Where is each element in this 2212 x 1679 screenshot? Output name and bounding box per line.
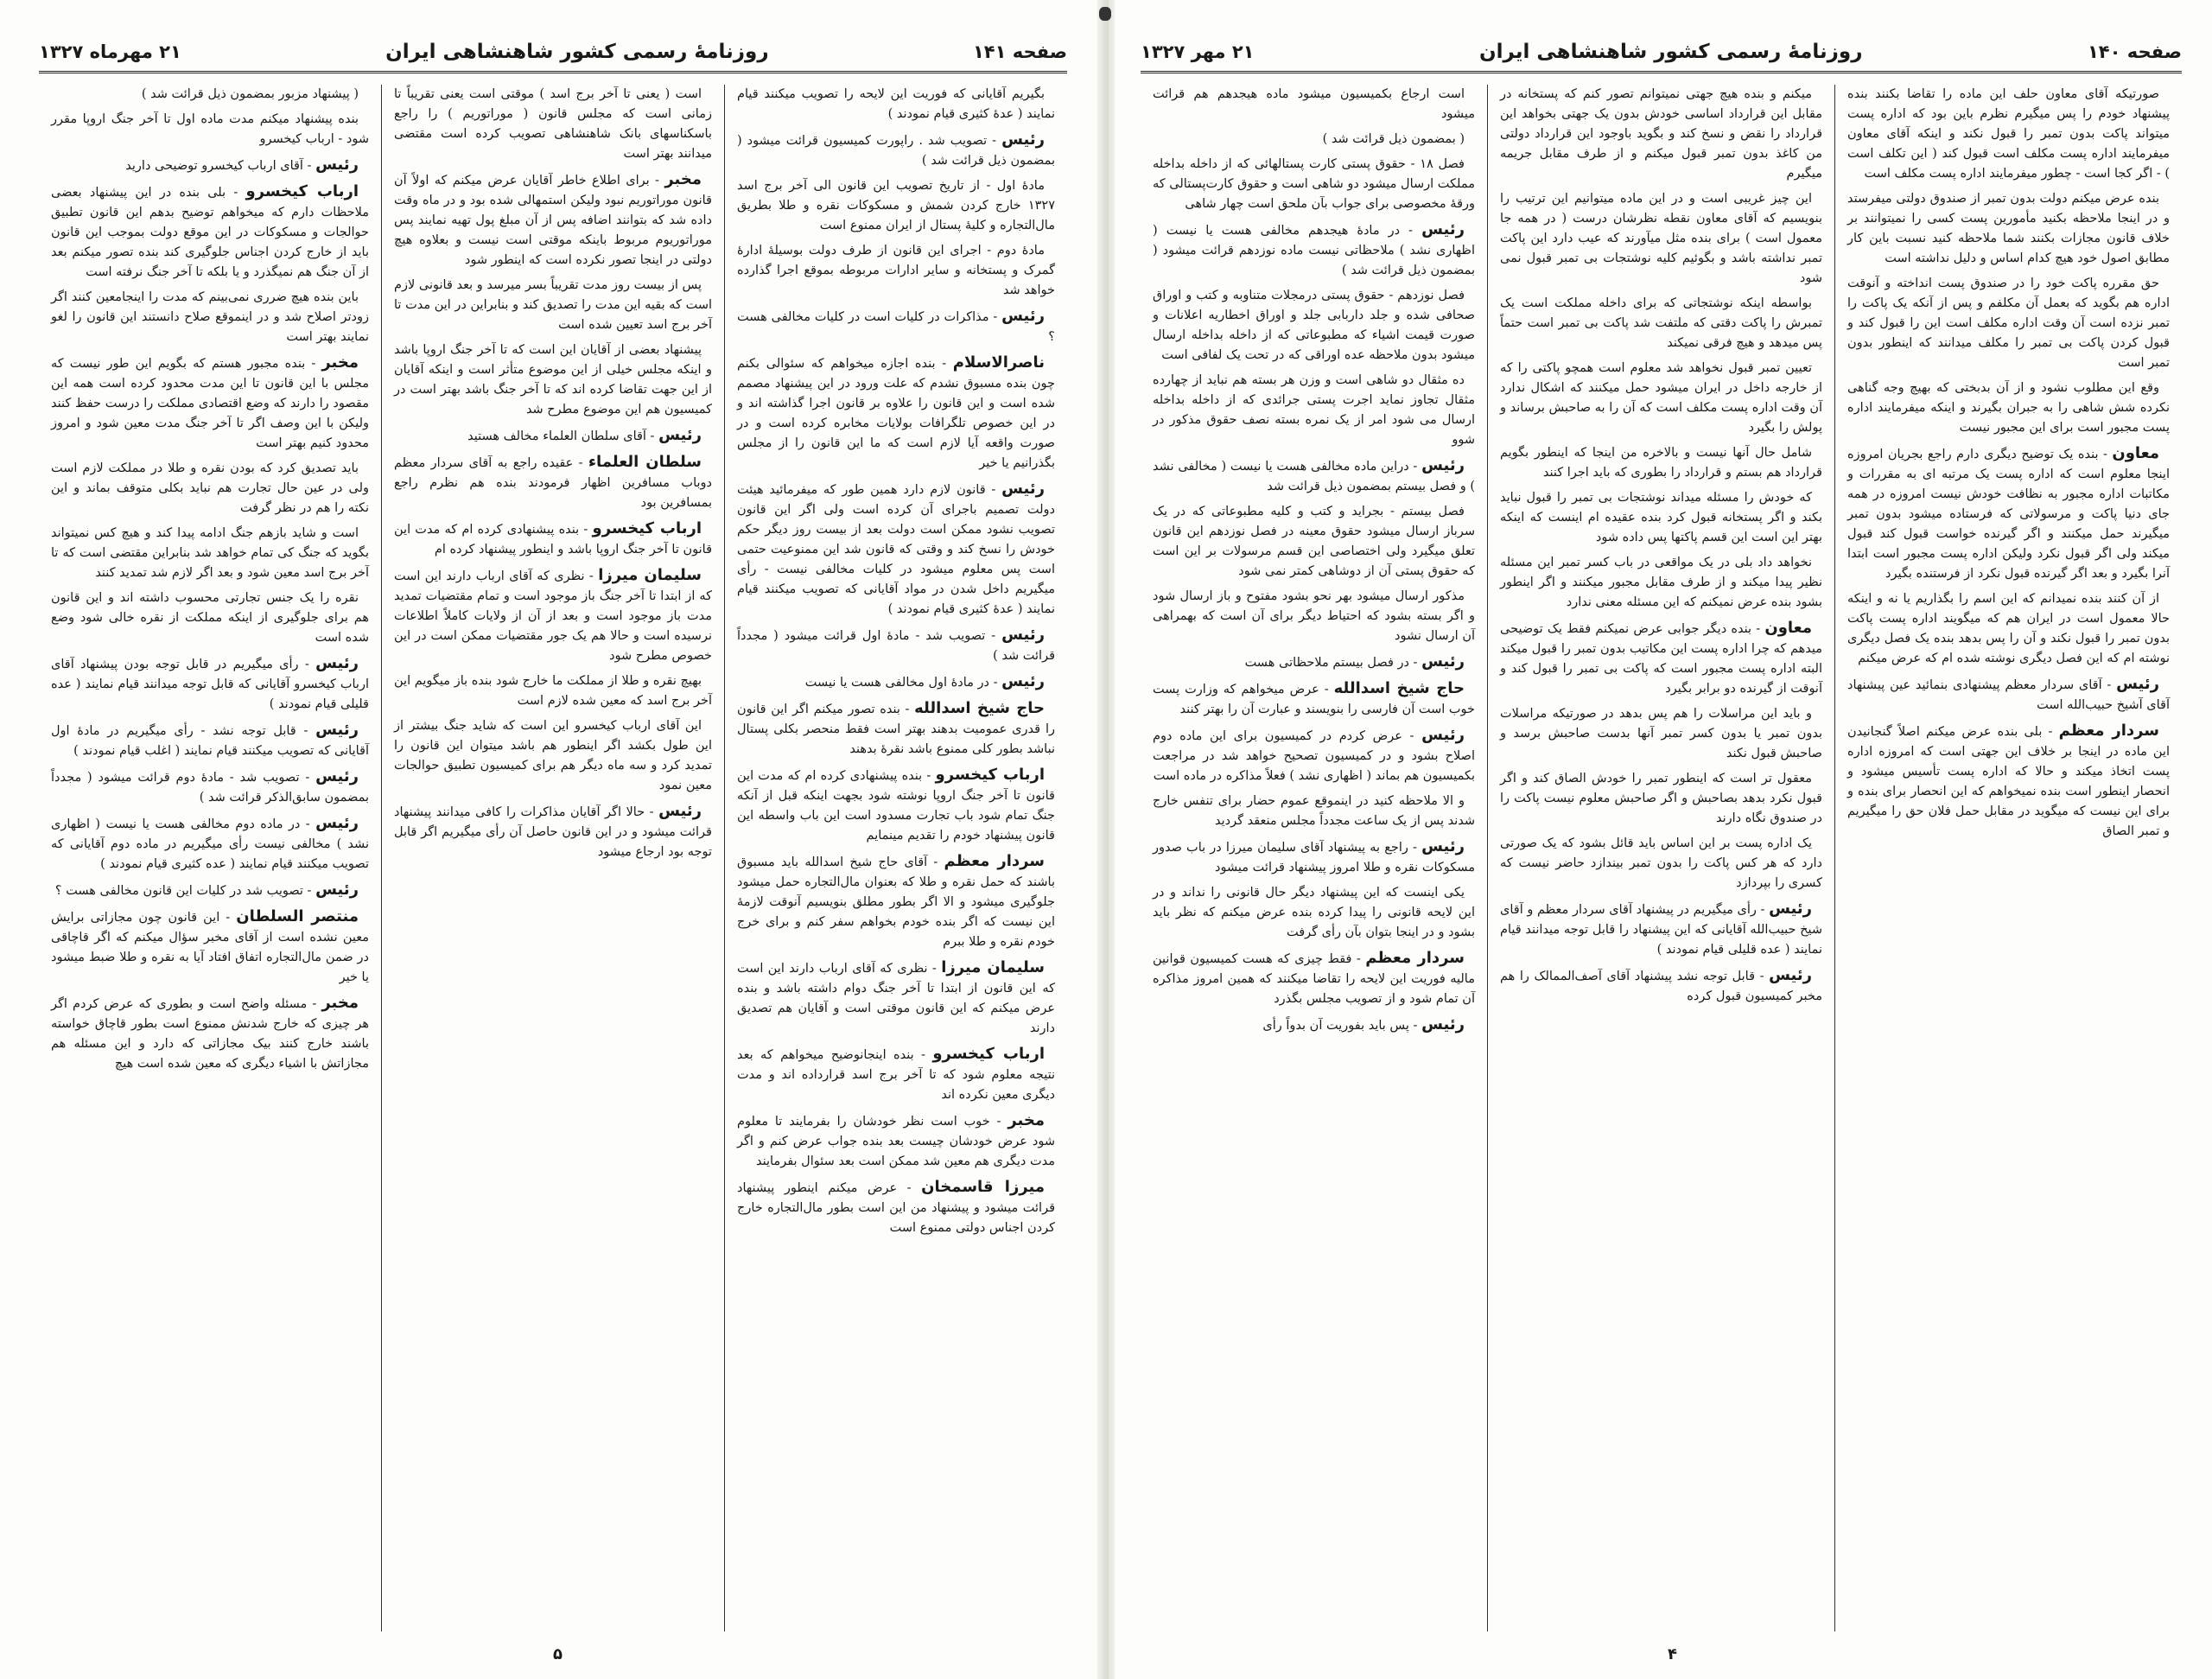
paragraph bbox=[51, 181, 369, 283]
column-2 bbox=[382, 85, 725, 1631]
paragraph bbox=[737, 698, 1055, 760]
paragraph bbox=[394, 716, 712, 796]
paragraph-text: بهیچ نقره و طلا از مملکت ما خارج شود بنده باز میگویم این آخر برج اسد که معین شده لازم است bbox=[394, 674, 712, 708]
paragraph bbox=[1153, 883, 1475, 943]
paragraph bbox=[1153, 371, 1475, 450]
speaker-name: سلیمان میرزا bbox=[598, 566, 702, 584]
paragraph-text: نخواهد داد بلی در یک مواقعی در باب کسر تمبر این مسئله نظیر پیدا میکند و از طرف مقابل مجبور میکنند و اگر اینطور بشود بنده عرض نمیکنم که این مسئله معنی ندارد bbox=[1500, 556, 1822, 609]
paragraph-text: - تصویب شد در کلیات این قانون مخالفی هست ؟ bbox=[54, 884, 312, 898]
paragraph bbox=[1153, 502, 1475, 582]
speaker-name: رئیس bbox=[315, 721, 359, 739]
paragraph bbox=[1500, 359, 1822, 438]
paragraph bbox=[1847, 674, 2170, 715]
paragraph bbox=[737, 957, 1055, 1039]
paragraph-text: بواسطه اینکه نوشتجاتی که برای داخله مملکت است یک تمبرش را پاکت دقتی که ملتفت شد پاکت بی تمبر است حتماً پس میدهد و هیچ فرقی نمیکند bbox=[1500, 296, 1822, 350]
paragraph-text: فصل ۱۸ - حقوق پستی کارت پستالهائی که از داخله بداخله مملکت ارسال میشود دو شاهی است و حقوق کارت‌پستالی که ورقهٔ مخصوصی برای جواب بآن ملحق است چهار شاهی bbox=[1153, 157, 1475, 211]
paragraph-text: - مسئله واضح است و بطوری که عرض کردم اگر هر چیزی که خارج شدنش ممنوع است بطور قاچاق خواسته باشند خارج کنند بیک مجازاتی که دارد و این مسئله هم مجازاتش با اشیاء دیگری که معین شده است هیچ bbox=[51, 997, 369, 1071]
paragraph-text: - بنده اجازه میخواهم که سئوالی بکنم چون بنده مسبوق نشدم که علت ورود در این پیشنهاد مصمم شده است و این قانون را علاوه بر قانون اجرا گذاشته اند و در این خصوص تلگرافات بولایات مخابره کرده است و در صورت واقعه آیا لازم است که ما این قانون را از مجلس بگذرانیم یا خیر bbox=[737, 357, 1055, 470]
speaker-name: رئیس bbox=[315, 881, 359, 899]
paragraph-text: باین بنده هیچ ضرری نمی‌بینم که مدت را اینجامعین کنند اگر زودتر اصلاح شد و در اینموقع صلاح دانستند این قانون را لغو نمایند بهتر است bbox=[51, 290, 369, 344]
paragraph bbox=[737, 1177, 1055, 1238]
paragraph-text: - در مادهٔ اول مخالفی هست یا نیست bbox=[804, 676, 998, 690]
paragraph bbox=[1847, 721, 2170, 842]
paragraph bbox=[1153, 792, 1475, 831]
speaker-name: رئیس bbox=[658, 426, 702, 444]
paragraph-text: - بلی بنده در این پیشنهاد بعضی ملاحظات دارم که میخواهم توضیح بدهم این قانون تطبیق حوالجات و مسکوکات در این موقع دولت بموجب این قانون باید از خارج کردن اجناس جلوگیری کند بنده تصور میکنم بعد از آن جنگ هم نمیگذرد و یا بلکه تا آخر جنگ نرفته است bbox=[51, 186, 369, 279]
speaker-name: ارباب کیخسرو bbox=[932, 1045, 1046, 1063]
speaker-name: رئیس bbox=[315, 767, 359, 785]
paragraph-text: وقع این مطلوب نشود و از آن بدبختی که بهیچ وجه گناهی نکرده شش شاهی را به جبران بگیرند و اینکه میفرمایند اداره پست مجبور است برای این مجبور نیست bbox=[1847, 381, 2170, 435]
paragraph-text: مذکور ارسال میشود بهر نحو بشود مفتوح و باز ارسال شود و اگر بسته بشود که احتیاط دیگر برای آن است که بهمراهی آن ارسال نشود bbox=[1153, 589, 1475, 643]
paragraph bbox=[1153, 587, 1475, 646]
paragraph bbox=[737, 353, 1055, 474]
speaker-name: رئیس bbox=[315, 654, 359, 672]
paragraph bbox=[1153, 836, 1475, 878]
paragraph-text: - حالا اگر آقایان مذاکرات را کافی میدانند پیشنهاد قرائت میشود و در این قانون حاصل آن رأی میگیریم اگر قابل توجه بود ارجاع میشود bbox=[394, 805, 712, 859]
paragraph-text: صورتیکه آقای معاون حلف این ماده را تقاضا بکنند بنده پیشنهاد خودم را پس میگیرم نظرم باین بود که اداره پست میتواند پاکت بدون تمبر را قبول نکند و اینکه آقای معاون میفرمایند اداره پست مکلف است قبول کند ( این تکلف است ) - اگر کجا است - چطور میفرمایند اداره پست مکلف است bbox=[1847, 87, 2170, 181]
paragraph-text: فصل نوزدهم - حقوق پستی درمجلات متناوبه و کتب و اوراق صحافی شده و جلد داربابی جلد و اوراق اخطاریه اعلانات و صورت قیمت اشیاء که مطبوعاتی که از داخله بداخله ارسال میشود بدون ملاحظه عده اوراقی که در تحت یک لفافی است bbox=[1153, 289, 1475, 362]
paragraph bbox=[737, 1044, 1055, 1105]
paragraph-text: - آقای سلطان العلماء مخالف هستید bbox=[467, 429, 655, 443]
speaker-name: رئیس bbox=[1001, 130, 1045, 149]
speaker-name: ارباب کیخسرو bbox=[245, 182, 359, 200]
paragraph bbox=[1153, 455, 1475, 497]
paragraph bbox=[737, 176, 1055, 236]
paragraph-text: ده مثقال دو شاهی است و وزن هر بسته هم نباید از چهارده مثقال تجاوز نماید اجرت پستی جرائدی که از داخله بداخله ارسال می شود امر از یک نمره بسته نصف حقوق مذکور در شوو bbox=[1153, 373, 1475, 447]
paragraph-text: - قابل توجه نشد - رأی میگیریم در مادهٔ اول آقایانی که تصویب میکنند قیام نمایند ( اغلب قیام نمودند ) bbox=[51, 724, 369, 758]
paragraph-text: - بلی بنده عرض میکنم اصلاً گنجانیدن این ماده در اینجا بر خلاف این جهتی است که امروزه اداره پست اتخاذ میکند و حالا که اداره پست تأسیس میشود و انحصار اینطور است بنده نمیخواهم که این انحصار برای بنده و برای این نیست که میگوید در مقابل حمل فلان حق را میگیریم و تمبر الصاق bbox=[1847, 725, 2170, 838]
paragraph-text: - آقای ارباب کیخسرو توضیحی دارید bbox=[125, 159, 312, 173]
paragraph-text: یک اداره پست بر این اساس باید قائل بشود که یک صورتی دارد که هر کس پاکت را بدون تمبر بیندازد حاضر نیست که کسری را بپردازد bbox=[1500, 836, 1822, 890]
paragraph bbox=[394, 452, 712, 513]
paragraph bbox=[394, 518, 712, 560]
paragraph-text: مادهٔ اول - از تاریخ تصویب این قانون الی آخر برج اسد ۱۳۲۷ خارج کردن شمش و مسکوکات نقره و طلا بطریق مال‌التجاره و کلیهٔ پستال از ایران ممنوع است bbox=[737, 179, 1055, 232]
paragraph bbox=[51, 813, 369, 874]
paragraph bbox=[51, 459, 369, 518]
newspaper-title: روزنامهٔ رسمی کشور شاهنشاهی ایران bbox=[1479, 41, 1863, 63]
paragraph-text: - نظری که آقای ارباب دارند این است که از ابتدا تا آخر جنگ باز موجود است و تمام مقتضیات تمدید مدت باز موجود است و بعد از آن از ولایات کاملاً اطلاعات نرسیده است و حالا هم یک جور مقتضیات ممکن است در این خصوص مطرح شود bbox=[394, 569, 712, 663]
paragraph bbox=[1847, 189, 2170, 269]
speaker-name: معاون bbox=[1764, 619, 1812, 637]
paragraph-text: - در فصل بیستم ملاحظاتی هست bbox=[1244, 656, 1418, 670]
paragraph-text: یکی اینست که این پیشنهاد دیگر حال قانونی را نداند و در این لایحه قانونی را پیدا کرده بنده عرض میکنم که نظر باید بشود و در اینجا بتوان بآن رأی گرفت bbox=[1153, 886, 1475, 939]
paragraph bbox=[51, 588, 369, 648]
issue-date: ۲۱ مهرماه ۱۳۲۷ bbox=[39, 41, 181, 62]
page-number-label: صفحه ۱۴۱ bbox=[972, 41, 1067, 62]
paragraph-text: پیشنهاد بعضی از آقایان این است که تا آخر جنگ اروپا باشد و اینکه مجلس خیلی از این موضوع متأثر است و اینکه آقایان از این جهت تقاضا کرده اند که تا آخر جنگ باشد بهتر است در کمیسیون هم این موضوع مطرح شد bbox=[394, 343, 712, 417]
paragraph-text: است ارجاع بکمیسیون میشود ماده هیجدهم هم قرائت میشود bbox=[1153, 87, 1475, 121]
paragraph bbox=[737, 1110, 1055, 1172]
paragraph bbox=[51, 353, 369, 454]
paragraph-text: - نظری که آقای ارباب دارند این است که این قانون از ابتدا تا آخر جنگ دوام داشته باشد و بنده عرض میکنم که این قانون موقتی است و آقایان هم تصدیق دارند bbox=[737, 962, 1055, 1035]
paragraph-text: - فقط چیزی که هست کمیسیون قوانین مالیه فوریت این لایحه را تقاضا میکنند که همین امروز مذاکره آن تمام شود و از تصویب مجلس بگذرد bbox=[1153, 952, 1475, 1006]
speaker-name: مخبر bbox=[321, 353, 359, 372]
paragraph bbox=[394, 565, 712, 666]
paragraph bbox=[51, 524, 369, 583]
paragraph bbox=[1500, 899, 1822, 960]
paragraph bbox=[737, 671, 1055, 693]
speaker-name: معاون bbox=[2112, 444, 2159, 462]
paragraph-text: - در ماده دوم مخالفی هست یا نیست ( اظهاری نشد ) مخالفی نیست رأی میگیریم در ماده دوم آقایانی که تصویب میکنند قیام نمایند ( عده کثیری قیام نمودند ) bbox=[51, 817, 369, 871]
speaker-name: رئیس bbox=[1421, 1015, 1465, 1033]
paragraph-text: - تصویب شد - مادهٔ دوم قرائت میشود ( مجدداً بمضمون سابق‌الذکر قرائت شد ) bbox=[51, 771, 369, 805]
paragraph bbox=[1500, 965, 1822, 1007]
paragraph bbox=[737, 130, 1055, 171]
speaker-name: ارباب کیخسرو bbox=[935, 766, 1045, 784]
paragraph bbox=[1500, 553, 1822, 613]
paragraph-text: مادهٔ دوم - اجرای این قانون از طرف دولت بوسیلهٔ ادارهٔ گمرک و پستخانه و سایر ادارات مربوطه بموقع اجرا گذارده خواهد شد bbox=[737, 244, 1055, 297]
paragraph bbox=[394, 340, 712, 420]
speaker-name: رئیس bbox=[658, 802, 702, 820]
paragraph bbox=[737, 625, 1055, 666]
paragraph-text: - عقیده راجع به آقای سردار معظم دوباب مسافرین اظهار فرمودند بنده هم نظرم راجع بمسافرین بود bbox=[394, 456, 712, 510]
speaker-name: سردار معظم bbox=[2058, 722, 2160, 740]
paragraph-text: این چیز غریبی است و در این ماده میتوانیم این ترتیب را بنویسیم که آقای معاون نقطه نظرشان درست ( در همه جا معمول است ) برای بنده مثل میآورند که عیب دارد این پاکت تمبر نداشته باشد و بگوئیم کلیه نوشتجات بی تمبر قبول نمی شود bbox=[1500, 192, 1822, 285]
speaker-name: رئیس bbox=[1001, 626, 1045, 644]
paragraph bbox=[1847, 85, 2170, 184]
paragraph bbox=[1500, 834, 1822, 894]
paragraph bbox=[1500, 443, 1822, 483]
paragraph bbox=[51, 155, 369, 176]
page-header bbox=[1141, 33, 2182, 73]
speaker-name: رئیس bbox=[315, 156, 359, 174]
paragraph-text: - آقای سردار معظم پیشنهادی بنمائید عین پیشنهاد آقای آشیخ حبیب‌الله است bbox=[1847, 678, 2170, 712]
speaker-name: سردار معظم bbox=[1365, 949, 1465, 967]
paragraph-text: ( بمضمون ذیل قرائت شد ) bbox=[1322, 132, 1465, 146]
paragraph-text: بنده پیشنهاد میکنم مدت ماده اول تا آخر جنگ اروپا مقرر شود - ارباب کیخسرو bbox=[51, 112, 369, 146]
paragraph bbox=[394, 169, 712, 270]
left-page bbox=[0, 0, 1102, 1679]
paragraph-text: - بنده یک توضیح دیگری دارم راجع بجریان امروزه اینجا معلوم است که اداره پست یک مرتبه ای به مقررات و مکاتبات اداره مجبور به نظافت خودش نیست امروزه در همه جای دنیا پاکت و مرسولاتی که فرستاده میشود بدون تمبر میگیرند حمل میکنند و اگر گیرنده خواست قبول کند قبول میکند ولی اگر قبول نکرد ولیکن اداره پست مجبور است ابتدا آنرا بگیرد و بعد اگر گیرنده قبول نکرد از فرستنده بگیرد bbox=[1847, 448, 2170, 581]
paragraph-text: نقره را یک جنس تجارتی محسوب داشته اند و این قانون هم برای جلوگیری از اینکه مملکت از نقره خالی شود وضع شده است bbox=[51, 591, 369, 645]
paragraph-text: و الا ملاحظه کنید در اینموقع عموم حضار برای تنفس خارج شدند پس از یک ساعت مجدداً مجلس منعقد گردید bbox=[1153, 794, 1475, 828]
speaker-name: حاج شیخ اسدالله bbox=[1333, 679, 1465, 697]
paragraph-text: حق مقرره پاکت خود را در صندوق پست انداخته و آنوقت اداره هم بگوید که بعمل آن مکلفم و پس از آنکه یک پاکت را تمبر نزده است آن وقت اداره مکلف است این را قبول کند و قبول کردن پاکت بی تمبر را مکلف میدانند که اینطور بدون تمبر است bbox=[1847, 277, 2170, 370]
paragraph-text: - رأی میگیریم در قابل توجه بودن پیشنهاد آقای ارباب کیخسرو آقایانی که قابل توجه میدانند قیام نمایند ( عده قلیلی قیام نمودند ) bbox=[51, 658, 369, 711]
paragraph-text: از آن کنند بنده نمیدانم که این اسم را بگذاریم یا نه و اینکه حالا معمول است در ایران هم که میگویند اداره پست پاکت بدون تمبر را قبول نکند و آن را پس بدهد بنده یک فصل دیگری نوشته ام که این فصل دیگری نوشته شده ام که عرض میکنم bbox=[1847, 592, 2170, 665]
paragraph bbox=[1153, 1014, 1475, 1036]
paragraph-text: - دراین ماده مخالفی هست یا نیست ( مخالفی نشد ) و فصل بیستم بمضمون ذیل قرائت شد bbox=[1153, 460, 1475, 493]
speaker-name: سلیمان میرزا bbox=[941, 958, 1046, 976]
column-2 bbox=[1488, 85, 1835, 1631]
speaker-name: رئیس bbox=[1001, 307, 1046, 325]
paragraph bbox=[51, 766, 369, 808]
speaker-name: رئیس bbox=[2116, 675, 2160, 693]
page-footer-number: ۵ bbox=[553, 1645, 563, 1663]
paragraph-text: - قانون لازم دارد همین طور که میفرمائید هیئت دولت تصمیم باجرای آن کرده است ولی اگر این قانون تصویب نشود ممکن است دولت بعد از بیست روز دیگر حکم خودش را نسخ کند و وقتی که قانون شد این ممنوعیت حتمی است پس معلوم میشود در کلیات مخالفی نیست - رأی میگیریم داخل شدن در مواد آقایانی که تصویب میکنند قیام نمایند ( عدهٔ کثیری قیام نمودند ) bbox=[737, 483, 1055, 616]
paragraph-text: - عرض کردم در کمیسیون برای این ماده دوم اصلاح بشود و در کمیسیون تصحیح خواهد شد در مراجعت بکمیسیون هم بماند ( اظهاری نشد ) فعلاً مذاکره در ماده است bbox=[1153, 729, 1475, 783]
paragraph bbox=[1500, 85, 1822, 184]
paragraph-text: - بنده تصور میکنم اگر این قانون را قدری عمومیت بدهند بهتر است فقط منحصر بکلی پستال نباشد بطور کلی ممنوع باشد نقرهٔ بدهند bbox=[737, 703, 1055, 756]
paragraph bbox=[1847, 378, 2170, 438]
ink-speck bbox=[1099, 7, 1111, 21]
text-columns bbox=[39, 85, 1067, 1631]
paragraph bbox=[51, 653, 369, 715]
speaker-name: حاج شیخ اسدالله bbox=[914, 699, 1045, 717]
paragraph bbox=[1153, 85, 1475, 124]
paragraph bbox=[51, 85, 369, 105]
paragraph-text: - راجع به پیشنهاد آقای سلیمان میرزا در باب صدور مسکوکات نقره و طلا امروز پیشنهاد قرائت میشود bbox=[1153, 841, 1475, 874]
speaker-name: رئیس bbox=[1421, 220, 1465, 238]
paragraph bbox=[394, 276, 712, 335]
paragraph bbox=[1500, 618, 1822, 699]
paragraph bbox=[1153, 155, 1475, 214]
paragraph-text: - پس باید بفوریت آن بدواً رأی bbox=[1262, 1019, 1418, 1033]
paragraph-text: - این قانون چون مجازاتی برایش معین نشده است از آقای مخبر سؤال میکنم که اگر قاچاقی در ضمن مال‌التجاره اتفاق افتاد آیا به نقره و طلا ضبط میشود یا خیر bbox=[51, 911, 369, 984]
speaker-name: رئیس bbox=[315, 814, 359, 832]
paragraph-text: - تصویب شد . راپورت کمیسیون قرائت میشود ( بمضمون ذیل قرائت شد ) bbox=[737, 134, 1055, 168]
paragraph bbox=[1847, 274, 2170, 373]
paragraph-text: و باید این مراسلات را هم پس بدهد در صورتیکه مراسلات بدون تمبر یا بدون کسر تمبر آنها بدست صاحبش برسد و صاحبش قبول نکند bbox=[1500, 707, 1822, 760]
page-header bbox=[39, 33, 1067, 73]
speaker-name: رئیس bbox=[1421, 652, 1465, 671]
paragraph bbox=[737, 241, 1055, 301]
issue-date: ۲۱ مهر ۱۳۲۷ bbox=[1141, 41, 1255, 62]
column-3 bbox=[39, 85, 382, 1631]
paragraph-text: - عرض میخواهم که وزارت پست خوب است آن فارسی را بنویسند و عبارت آن را بهتر کنند bbox=[1153, 683, 1475, 716]
paragraph bbox=[737, 85, 1055, 124]
paragraph-text: باید تصدیق کرد که بودن نقره و طلا در مملکت لازم است ولی در عین حال تجارت هم نباید بکلی متوقف بماند و این نکته را هم در نظر گرفت bbox=[51, 461, 369, 515]
paragraph bbox=[394, 671, 712, 711]
paragraph bbox=[51, 110, 369, 149]
paragraph-text: پس از بیست روز مدت تقریباً بسر میرسد و بعد قانونی لازم است که بقیه این مدت را تصدیق کند و بنابراین در این مدت تا آخر برج اسد تعیین شده است bbox=[394, 278, 712, 332]
paragraph bbox=[737, 851, 1055, 952]
paragraph-text: میکنم و بنده هیچ جهتی نمیتوانم تصور کنم که پستخانه در مقابل این قرارداد اساسی خودش بدون یک جهتی بخواهد این قرارداد را نقض و نسخ کند و بگوید باوجود این قرارداد دولتی من کاغذ بدون تمبر قبول میکنم و از طرف مقابل جریمه میگیرم bbox=[1500, 87, 1822, 181]
paragraph-text: - بنده پیشنهادی کرده ام که مدت این قانون تا آخر جنگ اروپا نوشته شود بجهت اینکه قبل از آنکه جنگ تمام شود باب تجارت مسدود است این باب واسطه این قانون پیشنهاد خودم را تقدیم مینمایم bbox=[737, 769, 1055, 843]
paragraph-text: - بنده اینجانوضیح میخواهم که بعد نتیجه معلوم شود که تا آخر برج اسد قرارداده اند و مدت دیگری معین نکرده اند bbox=[737, 1048, 1055, 1102]
speaker-name: رئیس bbox=[1769, 900, 1813, 918]
speaker-name: مخبر bbox=[321, 994, 359, 1012]
paragraph bbox=[1153, 286, 1475, 366]
speaker-name: رئیس bbox=[1421, 837, 1465, 855]
page-number-label: صفحه ۱۴۰ bbox=[2087, 41, 2182, 62]
paragraph-text: - تصویب شد - مادهٔ اول قرائت میشود ( مجدداً قرائت شد ) bbox=[737, 629, 1055, 663]
paragraph bbox=[737, 765, 1055, 846]
paragraph bbox=[1500, 704, 1822, 764]
paragraph bbox=[51, 906, 369, 988]
page-footer-number: ۴ bbox=[1668, 1645, 1677, 1663]
paragraph-text: - مذاکرات در کلیات است در کلیات مخالفی هست ؟ bbox=[737, 310, 1055, 344]
paragraph bbox=[394, 85, 712, 164]
paragraph bbox=[1500, 769, 1822, 829]
paragraph bbox=[51, 880, 369, 901]
paragraph bbox=[1153, 725, 1475, 786]
speaker-name: سلطان العلماء bbox=[588, 453, 702, 471]
newspaper-title: روزنامهٔ رسمی کشور شاهنشاهی ایران bbox=[385, 41, 769, 63]
paragraph bbox=[1153, 130, 1475, 149]
speaker-name: رئیس bbox=[1769, 966, 1813, 984]
paragraph-text: که خودش را مسئله میداند نوشتجات بی تمبر را قبول نباید بکند و اگر پستخانه قبول کرد بنده عقیده ام اینست که اینکه بهتر این است این قسم پاکتها پس داده شود bbox=[1500, 491, 1822, 544]
paragraph bbox=[1153, 219, 1475, 281]
column-3 bbox=[1141, 85, 1488, 1631]
paragraph-text: - بنده پیشنهادی کرده ام که مدت این قانون تا آخر جنگ اروپا باشد و اینطور پیشنهاد کرده ام bbox=[394, 523, 712, 556]
paragraph-text: - آقای حاج شیخ اسدالله باید مسبوق باشند که حمل نقره و طلا که بعنوان مال‌التجاره حمل میشود جلوگیری میشود و الا اگر بطور مطلق بنویسیم آنوقت لازمهٔ این نیست که اگر بنده خودم بخواهم سفر کنم و برای خرج خودم نقره و طلا ببرم bbox=[737, 855, 1055, 949]
paragraph-text: - در مادهٔ هیجدهم مخالفی هست یا نیست ( اظهاری نشد ) ملاحظاتی نیست ماده نوزدهم قرائت میشود ( بمضمون ذیل قرائت شد ) bbox=[1153, 224, 1475, 277]
text-columns bbox=[1141, 85, 2182, 1631]
column-1 bbox=[725, 85, 1067, 1631]
paragraph bbox=[1153, 948, 1475, 1009]
paragraph bbox=[51, 288, 369, 347]
paragraph-text: - عرض میکنم اینطور پیشنهاد قرائت میشود و پیشنهاد من این است بطور مال‌التجاره خارج کردن اجناس دولتی ممنوع است bbox=[737, 1181, 1055, 1235]
speaker-name: مخبر bbox=[1007, 1111, 1046, 1129]
speaker-name: رئیس bbox=[1001, 480, 1046, 498]
speaker-name: سردار معظم bbox=[944, 852, 1045, 870]
paragraph bbox=[1847, 589, 2170, 669]
paragraph bbox=[1153, 678, 1475, 720]
paragraph-text: فصل بیستم - بجراید و کتب و کلیه مطبوعاتی که در یک سرباز ارسال میشود حقوق معینه در فصل نوزدهم این قانون تعلق میگیرد ولی اختصاصی این قسم مرسولات بر این است که حقوق پستی آن از دوشاهی کمتر نمی شود bbox=[1153, 505, 1475, 578]
paragraph-text: - قابل توجه نشد پیشنهاد آقای آصف‌الممالک را هم مخبر کمیسیون قبول کرده bbox=[1500, 970, 1822, 1003]
paragraph-text: تعیین تمبر قبول نخواهد شد معلوم است همچو پاکتی را که از خارجه داخل در ایران میشود حمل میکنند که اشکال ندارد آن وقت اداره پست مکلف است که آن را به صاحبش برساند و پولش را بگیرد bbox=[1500, 361, 1822, 435]
right-page bbox=[1115, 0, 2212, 1679]
paragraph bbox=[1153, 652, 1475, 673]
paragraph-text: - بنده دیگر جوابی عرض نمیکنم فقط یک توضیحی میدهم که چرا اداره پست این مکاتیب بدون تمبر را قبول میکند البته اداره پست مجبور است که پاکت بی تمبر را قبول کند و آنوقت از گیرنده دو برابر بگیرد bbox=[1500, 622, 1822, 696]
paragraph-text: - بنده مجبور هستم که بگویم این طور نیست که مجلس با این قانون تا این مدت محدود کرده است همه این مقصود را دارند که وضع اقتصادی مملکت را درست حفظ کنند ولیکن با این وصف اگر تا آخر جنگ مدت معین شود و امروز محدود کنیم بهتر است bbox=[51, 357, 369, 450]
column-1 bbox=[1835, 85, 2182, 1631]
paragraph-text: - برای اطلاع خاطر آقایان عرض میکنم که اولاً آن قانون موراتوریم نبود ولیکن استمهالی شده بود و در ماه وقت داده شد که بتوانند اضافه پس از آن مبلغ پول تهیه نمایند پس موراتوریوم مربوط باینکه موقتی است نیست و بعلاوه هیچ دولتی در اینجا تصور نکرده است که اینطور شود bbox=[394, 174, 712, 267]
speaker-name: میرزا قاسمخان bbox=[921, 1178, 1045, 1196]
paragraph-text: شامل حال آنها نیست و بالاخره من اینجا که اینطور بگویم قرارداد هم بستم و قرارداد را بطوری که باید اجرا کنند bbox=[1500, 446, 1822, 480]
speaker-name: ارباب کیخسرو bbox=[592, 519, 702, 537]
paragraph-text: - رأی میگیریم در پیشنهاد آقای سردار معظم و آقای شیخ حبیب‌الله آقایانی که این پیشنهاد را قابل توجه میدانند قیام نمایند ( عده قلیلی قیام نمودند ) bbox=[1500, 903, 1822, 957]
speaker-name: ناصرالاسلام bbox=[952, 353, 1046, 372]
paragraph-text: بگیریم آقایانی که فوریت این لایحه را تصویب میکنند قیام نمایند ( عدهٔ کثیری قیام نمودند ) bbox=[737, 87, 1055, 121]
paragraph bbox=[51, 720, 369, 761]
paragraph bbox=[737, 306, 1055, 347]
speaker-name: رئیس bbox=[1421, 456, 1465, 474]
speaker-name: منتصر السلطان bbox=[236, 907, 359, 925]
speaker-name: رئیس bbox=[1001, 672, 1045, 690]
paragraph-text: ( پیشنهاد مزبور بمضمون ذیل قرائت شد ) bbox=[141, 87, 359, 101]
paragraph-text: معقول تر است که اینطور تمبر را خودش الصاق کند و اگر قبول نکرد بدهد بصاحبش و اگر صاحبش معلوم نیست پاکت را در صندوق نگاه دارند bbox=[1500, 772, 1822, 825]
paragraph bbox=[51, 993, 369, 1074]
paragraph bbox=[394, 801, 712, 862]
paragraph bbox=[1500, 294, 1822, 353]
paragraph bbox=[737, 479, 1055, 620]
speaker-name: رئیس bbox=[1421, 726, 1465, 744]
paragraph bbox=[394, 425, 712, 447]
paragraph bbox=[1500, 488, 1822, 548]
paragraph-text: - خوب است نظر خودشان را بفرمایند تا معلوم شود عرض خودشان چیست بعد بنده جواب عرض کنم و اگر مدت دیگری هم معین شد ممکن است بعد سئوال بفرمایند bbox=[737, 1115, 1055, 1168]
paragraph-text: این آقای ارباب کیخسرو این است که شاید جنگ بیشتر از این طول بکشد اگر اینطور هم باشد میتوان این قانون را تمدید کرد و سه ماه دیگر هم برای کمیسیون تطبیق حوالجات معین نمود bbox=[394, 719, 712, 792]
paragraph bbox=[1500, 189, 1822, 289]
paragraph bbox=[1847, 443, 2170, 584]
speaker-name: مخبر bbox=[664, 170, 702, 188]
paragraph-text: است و شاید بازهم جنگ ادامه پیدا کند و هیچ کس نمیتواند بگوید که جنگ کی تمام خواهد شد بنابراین مقتضی است که تا آخر برج اسد معین شود و بعد اگر لازم شد تمدید کنند bbox=[51, 526, 369, 580]
paragraph-text: است ( یعنی تا آخر برج اسد ) موقتی است یعنی تقریباً تا زمانی است که مجلس قانون ( موراتوریم ) را راجع باسکناسهای بانک شاهنشاهی تصویب کرده است مقتضی میدانند بهتر است bbox=[394, 87, 712, 161]
paragraph-text: بنده عرض میکنم دولت بدون تمبر از صندوق دولتی میفرستد و در اینجا ملاحظه بکنید مأمورین پست کسی را نمیتوانند بر خلاف قانون مجازات بکنند شما ملاحظه کنید نسبت باین کار مطابق اصول خود هیچ کدام اساس و دلیل نداشته است bbox=[1847, 192, 2170, 265]
